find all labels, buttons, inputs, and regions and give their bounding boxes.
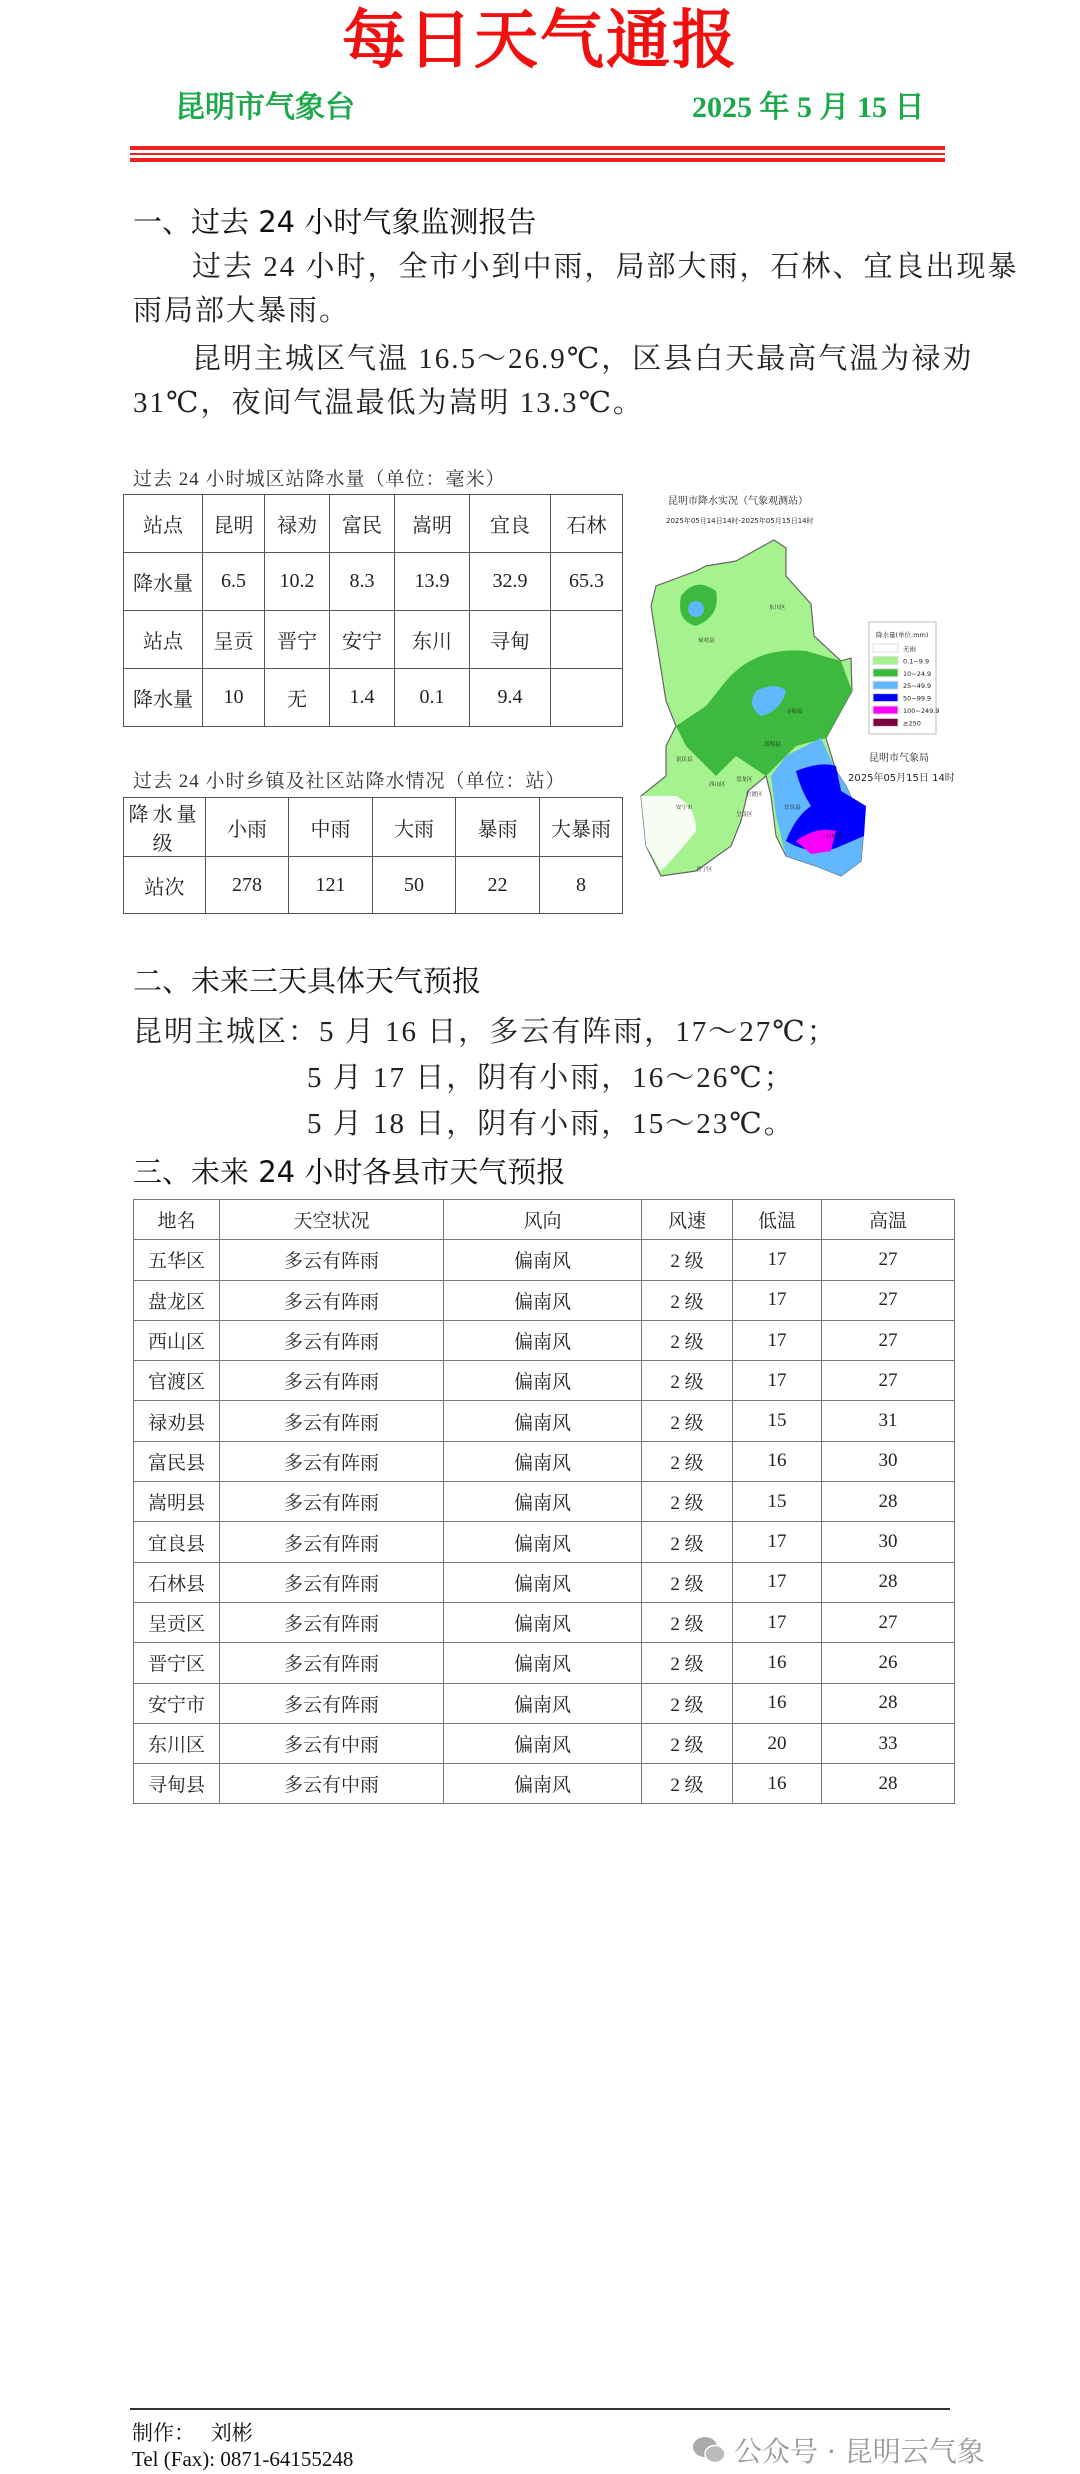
map-issued-time: 2025年05月15日 14时 bbox=[848, 773, 955, 784]
table-cell: 嵩明 bbox=[395, 495, 470, 553]
table-cell: 西山区 bbox=[134, 1320, 220, 1360]
map-place-label: 富民县 bbox=[676, 757, 693, 763]
table-cell: 1.4 bbox=[330, 669, 395, 727]
summary-text: 过去 24 小时，全市小到中雨，局部大雨，石林、宜良出现暴 bbox=[192, 251, 1019, 283]
map-place-label: 石林县 bbox=[826, 834, 843, 840]
table-cell: 0.1 bbox=[395, 669, 470, 727]
map-place-label: 宜良县 bbox=[784, 805, 801, 811]
table-cell: 偏南风 bbox=[444, 1723, 642, 1763]
table-cell: 2 级 bbox=[642, 1764, 733, 1804]
author-label: 制作： bbox=[132, 2421, 195, 2445]
table-row bbox=[134, 1320, 955, 1360]
table-cell: 2 级 bbox=[642, 1280, 733, 1320]
table-cell: 偏南风 bbox=[444, 1240, 642, 1280]
table-cell: 多云有阵雨 bbox=[220, 1401, 444, 1441]
header-divider bbox=[130, 146, 945, 150]
table-cell: 呈贡区 bbox=[134, 1602, 220, 1642]
table-row bbox=[134, 1643, 955, 1683]
table-cell: 27 bbox=[822, 1602, 955, 1642]
row-label: 站次 bbox=[124, 857, 206, 914]
table-cell: 宜良县 bbox=[134, 1522, 220, 1562]
table-cell: 暴雨 bbox=[456, 798, 540, 857]
table-cell: 17 bbox=[733, 1602, 822, 1642]
table-cell: 小雨 bbox=[206, 798, 289, 857]
column-header: 高温 bbox=[822, 1200, 955, 1240]
table-row bbox=[134, 1764, 955, 1804]
legend-label: 25~49.9 bbox=[903, 682, 932, 691]
table-cell: 2 级 bbox=[642, 1522, 733, 1562]
table-cell: 28 bbox=[822, 1562, 955, 1602]
legend-swatch bbox=[873, 718, 898, 726]
table-cell: 大雨 bbox=[373, 798, 456, 857]
forecast-line: 5 月 18 日，阴有小雨，15～23℃。 bbox=[307, 1108, 795, 1140]
table-cell: 偏南风 bbox=[444, 1643, 642, 1683]
table-cell: 28 bbox=[822, 1482, 955, 1522]
table-row bbox=[134, 1240, 955, 1280]
table-cell: 偏南风 bbox=[444, 1401, 642, 1441]
table-cell: 偏南风 bbox=[444, 1361, 642, 1401]
table-cell: 多云有中雨 bbox=[220, 1723, 444, 1763]
table-cell: 17 bbox=[733, 1562, 822, 1602]
row-label: 降水量 bbox=[124, 669, 203, 727]
table-cell: 17 bbox=[733, 1522, 822, 1562]
table-row bbox=[124, 553, 623, 611]
table-cell: 多云有阵雨 bbox=[220, 1240, 444, 1280]
table-cell: 10 bbox=[203, 669, 265, 727]
table-cell: 31 bbox=[822, 1401, 955, 1441]
map-title: 昆明市降水实况（气象观测站） bbox=[668, 496, 808, 507]
table-cell: 多云有阵雨 bbox=[220, 1602, 444, 1642]
table-cell: 东川 bbox=[395, 611, 470, 669]
table-cell: 121 bbox=[289, 857, 373, 914]
column-header: 地名 bbox=[134, 1200, 220, 1240]
footer-divider bbox=[130, 2408, 950, 2410]
table-cell: 多云有阵雨 bbox=[220, 1280, 444, 1320]
table-cell bbox=[551, 611, 623, 669]
section1-heading: 一、过去 24 小时气象监测报告 bbox=[133, 205, 537, 239]
table-cell bbox=[551, 669, 623, 727]
table-cell: 65.3 bbox=[551, 553, 623, 611]
legend-title: 降水量(单位:mm) bbox=[876, 631, 929, 639]
forecast-line: 昆明主城区：5 月 16 日，多云有阵雨，17～27℃； bbox=[133, 1016, 838, 1048]
table-cell: 17 bbox=[733, 1240, 822, 1280]
bulletin-date: 2025 年 5 月 15 日 bbox=[692, 91, 925, 124]
map-period: 2025年05月14日14时-2025年05月15日14时 bbox=[666, 517, 814, 525]
map-place-label: 晋宁区 bbox=[696, 867, 713, 873]
map-place-label: 呈贡区 bbox=[736, 812, 753, 818]
table-cell: 偏南风 bbox=[444, 1280, 642, 1320]
table-cell: 27 bbox=[822, 1361, 955, 1401]
table-cell: 26 bbox=[822, 1643, 955, 1683]
column-header: 风向 bbox=[444, 1200, 642, 1240]
table-cell: 石林县 bbox=[134, 1562, 220, 1602]
table-cell: 寻甸县 bbox=[134, 1764, 220, 1804]
table-row bbox=[134, 1482, 955, 1522]
table-cell: 2 级 bbox=[642, 1482, 733, 1522]
table-row bbox=[134, 1522, 955, 1562]
township-precip-table bbox=[123, 797, 623, 914]
table-cell: 17 bbox=[733, 1280, 822, 1320]
author-line bbox=[132, 2420, 253, 2446]
table-cell: 27 bbox=[822, 1280, 955, 1320]
table-cell: 2 级 bbox=[642, 1562, 733, 1602]
table-cell: 28 bbox=[822, 1764, 955, 1804]
table-cell: 27 bbox=[822, 1240, 955, 1280]
wechat-watermark bbox=[692, 2430, 985, 2470]
table-cell: 多云有阵雨 bbox=[220, 1482, 444, 1522]
watermark-text: 公众号 · 昆明云气象 bbox=[734, 2435, 985, 2468]
table-cell: 6.5 bbox=[203, 553, 265, 611]
map-place-label: 西山区 bbox=[709, 782, 726, 788]
table-row bbox=[124, 669, 623, 727]
header-divider bbox=[130, 153, 945, 155]
table-cell: 偏南风 bbox=[444, 1683, 642, 1723]
table-row bbox=[134, 1361, 955, 1401]
table-cell: 32.9 bbox=[470, 553, 551, 611]
table-row bbox=[124, 611, 623, 669]
table-cell: 官渡区 bbox=[134, 1361, 220, 1401]
table-cell: 15 bbox=[733, 1401, 822, 1441]
table-cell: 16 bbox=[733, 1441, 822, 1481]
table-cell: 多云有中雨 bbox=[220, 1764, 444, 1804]
table-cell: 大暴雨 bbox=[540, 798, 623, 857]
table-cell: 50 bbox=[373, 857, 456, 914]
table-cell: 晋宁区 bbox=[134, 1643, 220, 1683]
table-cell: 17 bbox=[733, 1361, 822, 1401]
table-cell: 安宁 bbox=[330, 611, 395, 669]
table-cell: 2 级 bbox=[642, 1643, 733, 1683]
table-cell: 多云有阵雨 bbox=[220, 1643, 444, 1683]
map-place-label: 东川区 bbox=[769, 605, 786, 611]
table-cell: 中雨 bbox=[289, 798, 373, 857]
table-cell: 17 bbox=[733, 1320, 822, 1360]
legend-swatch bbox=[873, 681, 898, 689]
legend-swatch bbox=[873, 669, 898, 677]
table-cell: 偏南风 bbox=[444, 1320, 642, 1360]
wechat-icon bbox=[692, 2435, 726, 2465]
table-cell: 五华区 bbox=[134, 1240, 220, 1280]
table-cell: 2 级 bbox=[642, 1441, 733, 1481]
map-region bbox=[641, 540, 866, 876]
table-cell: 2 级 bbox=[642, 1361, 733, 1401]
table-cell: 28 bbox=[822, 1683, 955, 1723]
table-cell: 多云有阵雨 bbox=[220, 1441, 444, 1481]
legend-label: ≥250 bbox=[903, 719, 921, 728]
table-cell: 寻甸 bbox=[470, 611, 551, 669]
legend-swatch bbox=[873, 706, 898, 714]
table-cell: 10.2 bbox=[265, 553, 330, 611]
table-cell: 偏南风 bbox=[444, 1602, 642, 1642]
table-cell: 16 bbox=[733, 1683, 822, 1723]
table-cell: 多云有阵雨 bbox=[220, 1361, 444, 1401]
table-cell: 15 bbox=[733, 1482, 822, 1522]
table-row bbox=[124, 857, 623, 914]
bulletin-title: 每日天气通报 bbox=[342, 4, 738, 78]
forecast-line: 5 月 17 日，阴有小雨，16～26℃； bbox=[307, 1062, 795, 1094]
urban-precip-table bbox=[123, 494, 623, 727]
column-header: 天空状况 bbox=[220, 1200, 444, 1240]
table-cell: 石林 bbox=[551, 495, 623, 553]
table-cell: 偏南风 bbox=[444, 1764, 642, 1804]
row-label: 站点 bbox=[124, 495, 203, 553]
table-cell: 9.4 bbox=[470, 669, 551, 727]
table-cell: 无 bbox=[265, 669, 330, 727]
table2-caption: 过去 24 小时乡镇及社区站降水情况（单位：站） bbox=[133, 771, 566, 792]
temperature-text: 昆明主城区气温 16.5～26.9℃，区县白天最高气温为禄劝 bbox=[192, 343, 974, 375]
table-cell: 多云有阵雨 bbox=[220, 1562, 444, 1602]
table-cell: 2 级 bbox=[642, 1320, 733, 1360]
table-cell: 2 级 bbox=[642, 1240, 733, 1280]
table-cell: 宜良 bbox=[470, 495, 551, 553]
map-place-label: 官渡区 bbox=[746, 792, 763, 798]
table-cell: 偏南风 bbox=[444, 1562, 642, 1602]
table-cell: 多云有阵雨 bbox=[220, 1522, 444, 1562]
table-cell: 多云有阵雨 bbox=[220, 1320, 444, 1360]
map-place-label: 盘龙区 bbox=[736, 777, 753, 783]
table-cell: 富民 bbox=[330, 495, 395, 553]
table-cell: 盘龙区 bbox=[134, 1280, 220, 1320]
table-cell: 8.3 bbox=[330, 553, 395, 611]
table-cell: 安宁市 bbox=[134, 1683, 220, 1723]
legend-label: 10~24.9 bbox=[903, 669, 932, 678]
table-cell: 2 级 bbox=[642, 1401, 733, 1441]
table-row bbox=[134, 1602, 955, 1642]
table-cell: 20 bbox=[733, 1723, 822, 1763]
table-cell: 禄劝 bbox=[265, 495, 330, 553]
section2-heading: 二、未来三天具体天气预报 bbox=[133, 964, 482, 998]
table-cell: 2 级 bbox=[642, 1602, 733, 1642]
table-row bbox=[134, 1683, 955, 1723]
table-cell: 30 bbox=[822, 1441, 955, 1481]
table-cell: 22 bbox=[456, 857, 540, 914]
map-place-label: 禄劝县 bbox=[698, 638, 715, 644]
column-header: 风速 bbox=[642, 1200, 733, 1240]
table-cell: 偏南风 bbox=[444, 1441, 642, 1481]
map-issuer: 昆明市气象局 bbox=[869, 753, 929, 764]
column-header: 低温 bbox=[733, 1200, 822, 1240]
map-place-label: 寻甸县 bbox=[786, 709, 803, 715]
table-cell: 2 级 bbox=[642, 1683, 733, 1723]
contact-phone: Tel (Fax): 0871-64155248 bbox=[132, 2447, 354, 2471]
table-cell: 昆明 bbox=[203, 495, 265, 553]
map-place-label: 安宁市 bbox=[676, 805, 693, 811]
table-row bbox=[124, 495, 623, 553]
table-cell: 16 bbox=[733, 1643, 822, 1683]
table-row bbox=[124, 798, 623, 857]
table-cell: 东川区 bbox=[134, 1723, 220, 1763]
county-forecast-table bbox=[133, 1199, 955, 1804]
table-row bbox=[134, 1401, 955, 1441]
precipitation-map bbox=[636, 476, 956, 896]
table-cell: 16 bbox=[733, 1764, 822, 1804]
table-cell: 偏南风 bbox=[444, 1482, 642, 1522]
row-label: 降水量 bbox=[124, 553, 203, 611]
table-cell: 禄劝县 bbox=[134, 1401, 220, 1441]
table-cell: 278 bbox=[206, 857, 289, 914]
table-cell: 30 bbox=[822, 1522, 955, 1562]
table-cell: 嵩明县 bbox=[134, 1482, 220, 1522]
table-cell: 13.9 bbox=[395, 553, 470, 611]
author-name: 刘彬 bbox=[210, 2421, 253, 2445]
table-cell: 33 bbox=[822, 1723, 955, 1763]
table-cell: 27 bbox=[822, 1320, 955, 1360]
agency-name: 昆明市气象台 bbox=[175, 91, 355, 124]
table-cell: 2 级 bbox=[642, 1723, 733, 1763]
table-cell: 富民县 bbox=[134, 1441, 220, 1481]
table-cell: 8 bbox=[540, 857, 623, 914]
temperature-text: 31℃，夜间气温最低为嵩明 13.3℃。 bbox=[133, 387, 644, 419]
table-row bbox=[134, 1562, 955, 1602]
legend-swatch bbox=[873, 644, 898, 652]
table-cell: 多云有阵雨 bbox=[220, 1683, 444, 1723]
legend-swatch bbox=[873, 656, 898, 664]
table-cell: 偏南风 bbox=[444, 1522, 642, 1562]
legend-label: 无雨 bbox=[903, 645, 916, 653]
table-cell: 呈贡 bbox=[203, 611, 265, 669]
legend-label: 0.1~9.9 bbox=[903, 657, 930, 666]
summary-text: 雨局部大暴雨。 bbox=[133, 295, 351, 327]
row-label: 降水量级 bbox=[124, 798, 206, 857]
section3-heading: 三、未来 24 小时各县市天气预报 bbox=[133, 1155, 566, 1189]
header-divider bbox=[130, 158, 945, 162]
table-cell: 晋宁 bbox=[265, 611, 330, 669]
row-label: 站点 bbox=[124, 611, 203, 669]
table-row bbox=[134, 1441, 955, 1481]
table-row bbox=[134, 1280, 955, 1320]
table-row bbox=[134, 1723, 955, 1763]
map-place-label: 嵩明县 bbox=[764, 742, 781, 748]
legend-label: 50~99.9 bbox=[903, 694, 932, 703]
legend-swatch bbox=[873, 694, 898, 702]
table1-caption: 过去 24 小时城区站降水量（单位：毫米） bbox=[133, 469, 506, 490]
legend-label: 100~249.9 bbox=[903, 707, 940, 715]
